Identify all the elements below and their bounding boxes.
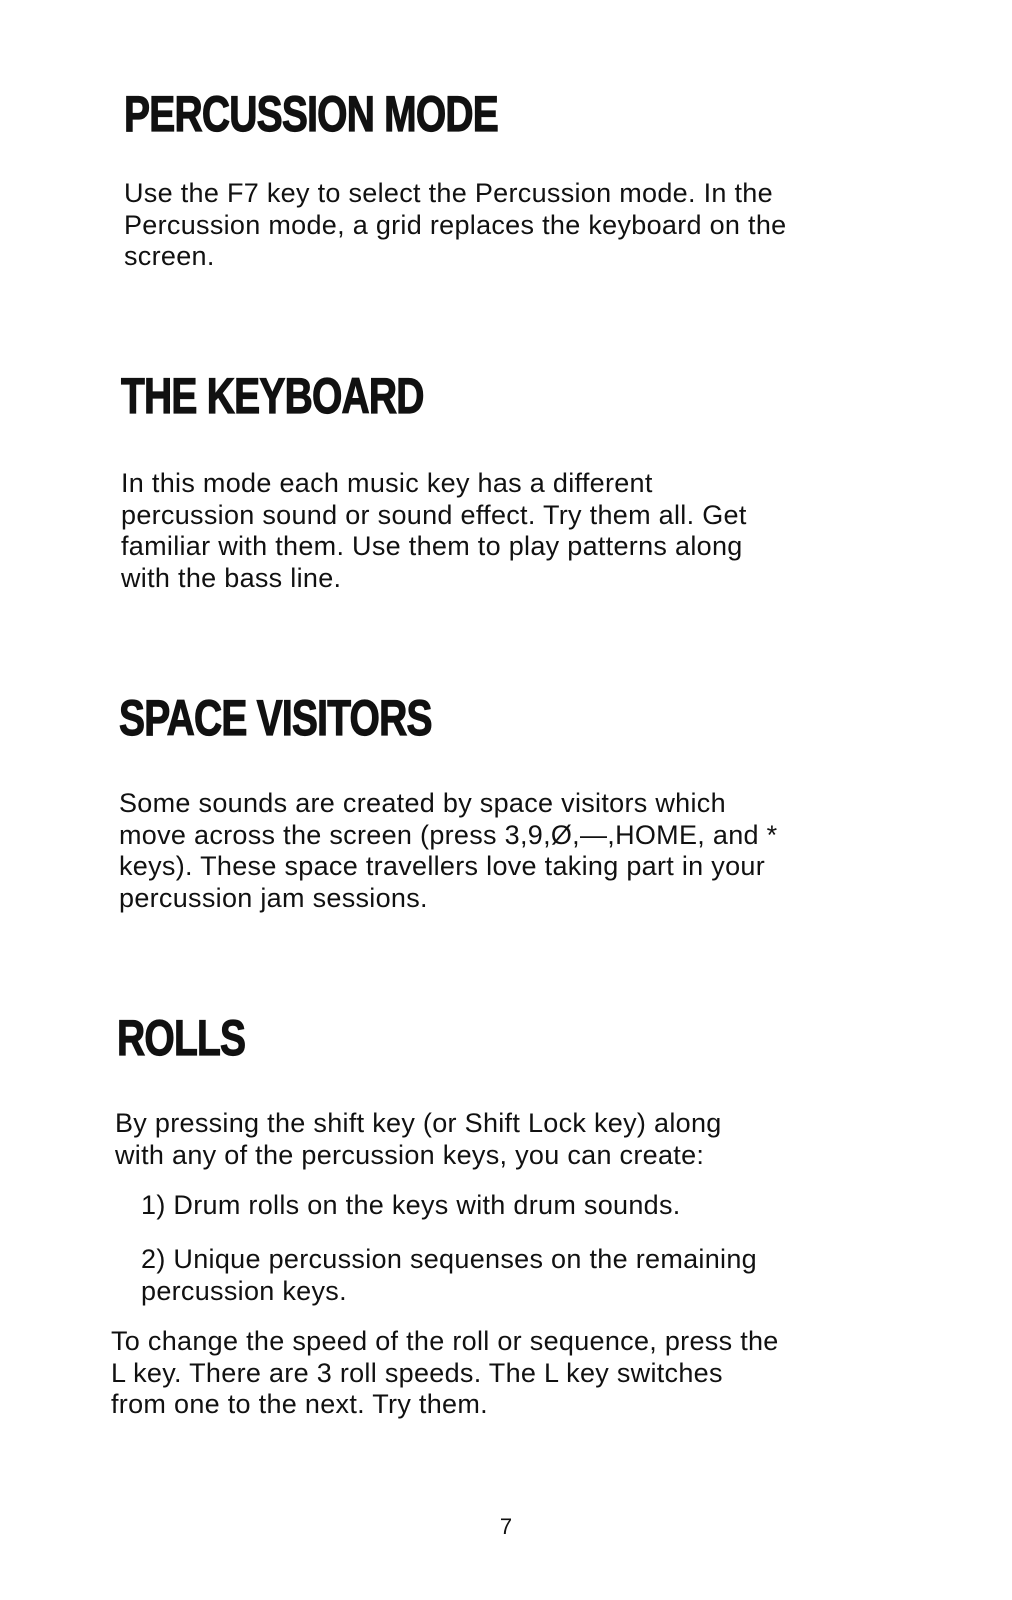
heading-space-visitors: SPACE VISITORS — [119, 690, 432, 746]
section-rolls-outro — [111, 1326, 891, 1421]
paragraph-the-keyboard: In this mode each music key has a different percussion sound or sound effect. Try them all. Get familiar with them. Use them to play patterns along with the bass line. — [121, 468, 747, 593]
section-rolls-intro — [115, 1108, 895, 1171]
heading-the-keyboard: THE KEYBOARD — [121, 368, 424, 424]
section-percussion-mode-body — [124, 178, 904, 273]
section-space-visitors — [119, 690, 899, 746]
paragraph-rolls-outro: To change the speed of the roll or sequence, press the L key. There are 3 roll speeds. The L key switches from one to the next. Try them. — [111, 1326, 779, 1419]
rolls-list-second — [119, 1244, 899, 1307]
heading-percussion-mode: PERCUSSION MODE — [124, 86, 499, 142]
section-the-keyboard-body — [121, 468, 901, 594]
section-space-visitors-body — [119, 788, 899, 914]
section-rolls — [117, 1010, 897, 1066]
list-item: 1) Drum rolls on the keys with drum sounds. — [141, 1190, 681, 1220]
section-the-keyboard — [121, 368, 901, 424]
rolls-list — [119, 1190, 899, 1222]
paragraph-rolls-intro: By pressing the shift key (or Shift Lock key) along with any of the percussion keys, you can create: — [115, 1108, 722, 1170]
page-number: 7 — [499, 1514, 513, 1539]
paragraph-percussion-mode: Use the F7 key to select the Percussion mode. In the Percussion mode, a grid replaces the keyboard on the screen. — [124, 178, 787, 271]
section-percussion-mode — [124, 86, 904, 142]
paragraph-space-visitors: Some sounds are created by space visitors which move across the screen (press 3,9,Ø,—,HOME, and * keys). These space travellers love taking part in your percussion jam sessions. — [119, 788, 778, 913]
list-item: 2) Unique percussion sequenses on the remaining percussion keys. — [141, 1244, 757, 1306]
heading-rolls: ROLLS — [117, 1010, 246, 1066]
